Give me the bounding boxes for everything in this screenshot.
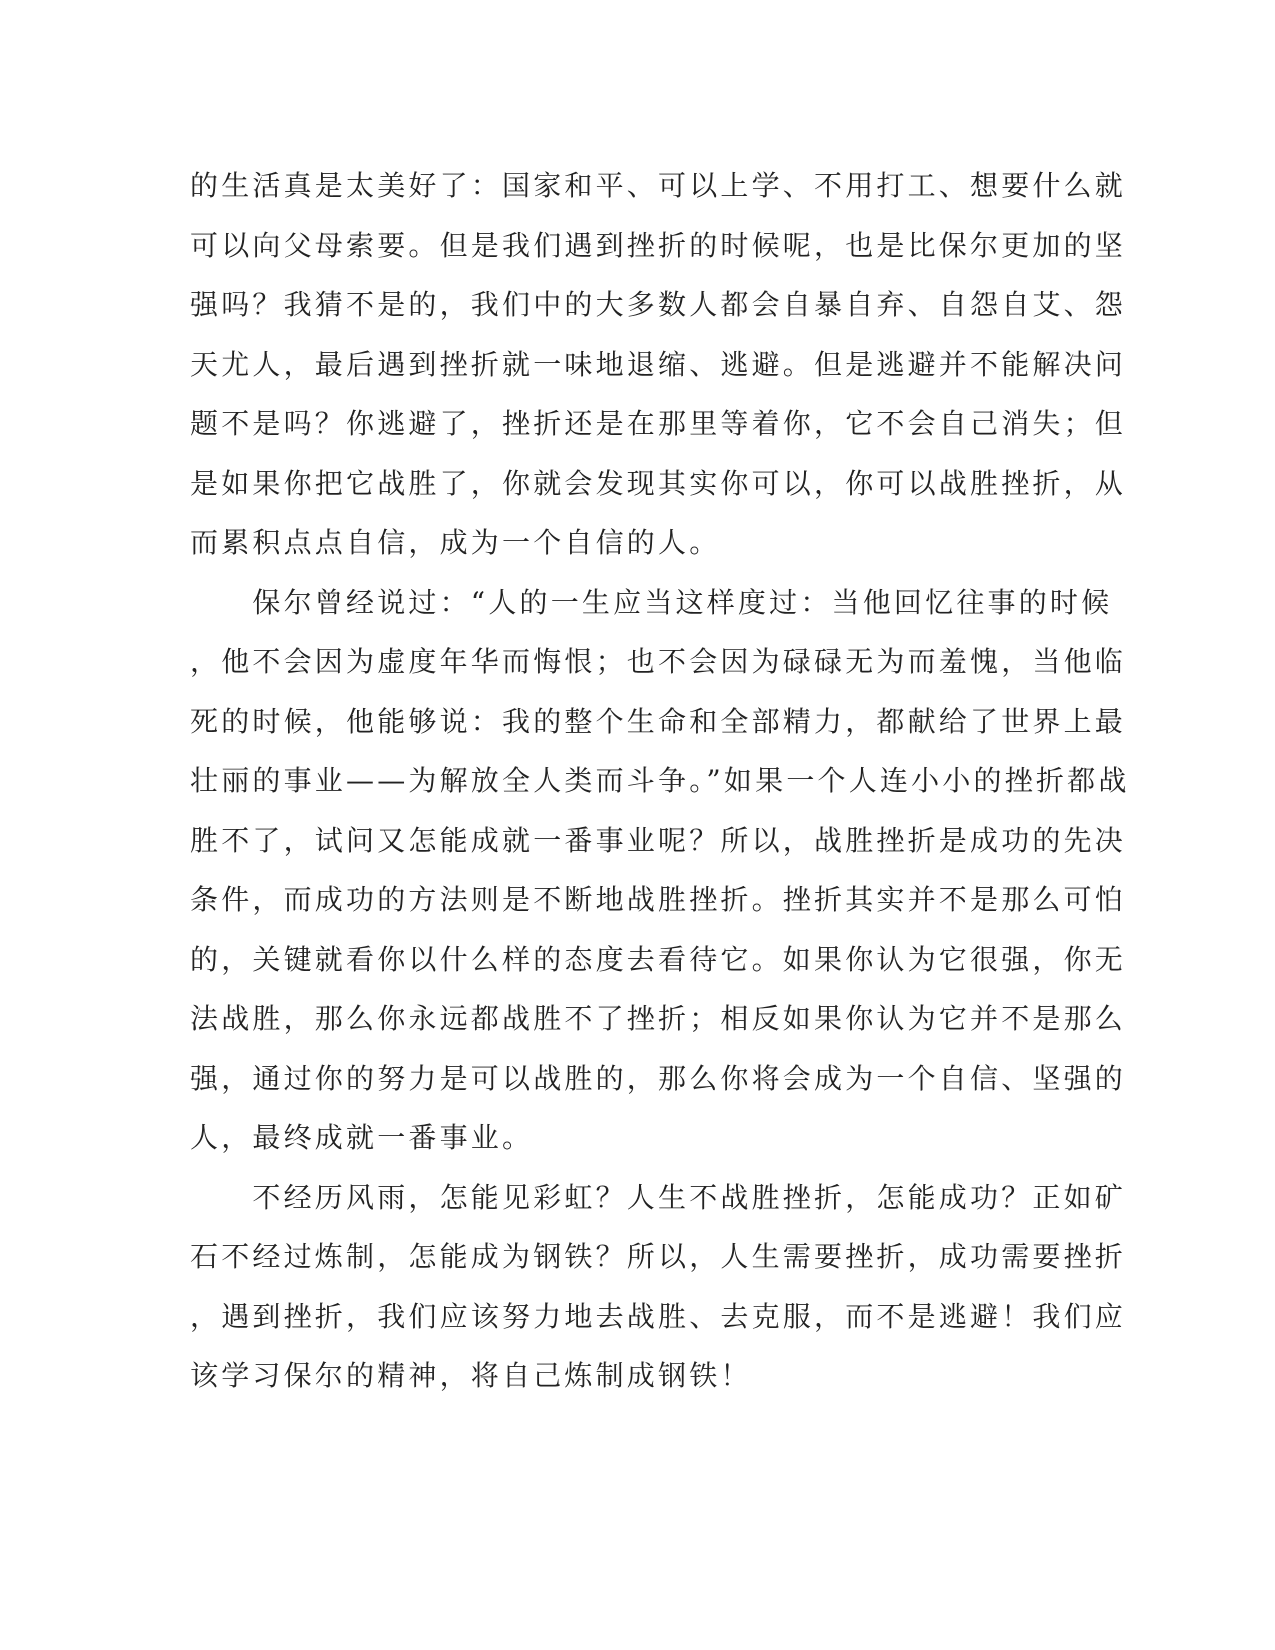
- text-line: 题不是吗？你逃避了，挫折还是在那里等着你，它不会自己消失；但: [190, 407, 1127, 440]
- text-line: 保尔曾经说过：“人的一生应当这样度过：当他回忆往事的时候: [190, 585, 1113, 619]
- text-line: 壮丽的事业——为解放全人类而斗争。”如果一个人连小小的挫折都战: [190, 764, 1130, 797]
- text-line: 的生活真是太美好了：国家和平、可以上学、不用打工、想要什么就: [190, 169, 1127, 202]
- text-line: 强吗？我猜不是的，我们中的大多数人都会自暴自弃、自怨自艾、怨: [190, 288, 1127, 321]
- text-line: ，遇到挫折，我们应该努力地去战胜、去克服，而不是逃避！我们应: [190, 1299, 1127, 1333]
- text-line: 的，关键就看你以什么样的态度去看待它。如果你认为它很强，你无: [190, 942, 1127, 976]
- text-line: 不经历风雨，怎能见彩虹？人生不战胜挫折，怎能成功？正如矿: [190, 1180, 1127, 1214]
- text-line: 人，最终成就一番事业。: [190, 1121, 534, 1154]
- text-line: 是如果你把它战胜了，你就会发现其实你可以，你可以战胜挫折，从: [190, 466, 1127, 500]
- text-line: 天尤人，最后遇到挫折就一味地退缩、逃避。但是逃避并不能解决问: [190, 347, 1127, 381]
- body-text: [190, 156, 1130, 1406]
- text-line: 该学习保尔的精神，将自己炼制成钢铁！: [190, 1359, 752, 1392]
- text-line: 胜不了，试问又怎能成就一番事业呢？所以，战胜挫折是成功的先决: [190, 823, 1127, 857]
- text-line: 死的时候，他能够说：我的整个生命和全部精力，都献给了世界上最: [190, 704, 1127, 738]
- text-line: 强，通过你的努力是可以战胜的，那么你将会成为一个自信、坚强的: [190, 1061, 1127, 1095]
- text-line: ，他不会因为虚度年华而悔恨；也不会因为碌碌无为而羞愧，当他临: [190, 645, 1127, 678]
- text-line: 条件，而成功的方法则是不断地战胜挫折。挫折其实并不是那么可怕: [190, 883, 1127, 916]
- text-line: 石不经过炼制，怎能成为钢铁？所以，人生需要挫折，成功需要挫折: [190, 1240, 1127, 1273]
- text-line: 而累积点点自信，成为一个自信的人。: [190, 526, 721, 559]
- text-line: 法战胜，那么你永远都战胜不了挫折；相反如果你认为它并不是那么: [190, 1002, 1127, 1035]
- text-line: 可以向父母索要。但是我们遇到挫折的时候呢，也是比保尔更加的坚: [190, 228, 1127, 262]
